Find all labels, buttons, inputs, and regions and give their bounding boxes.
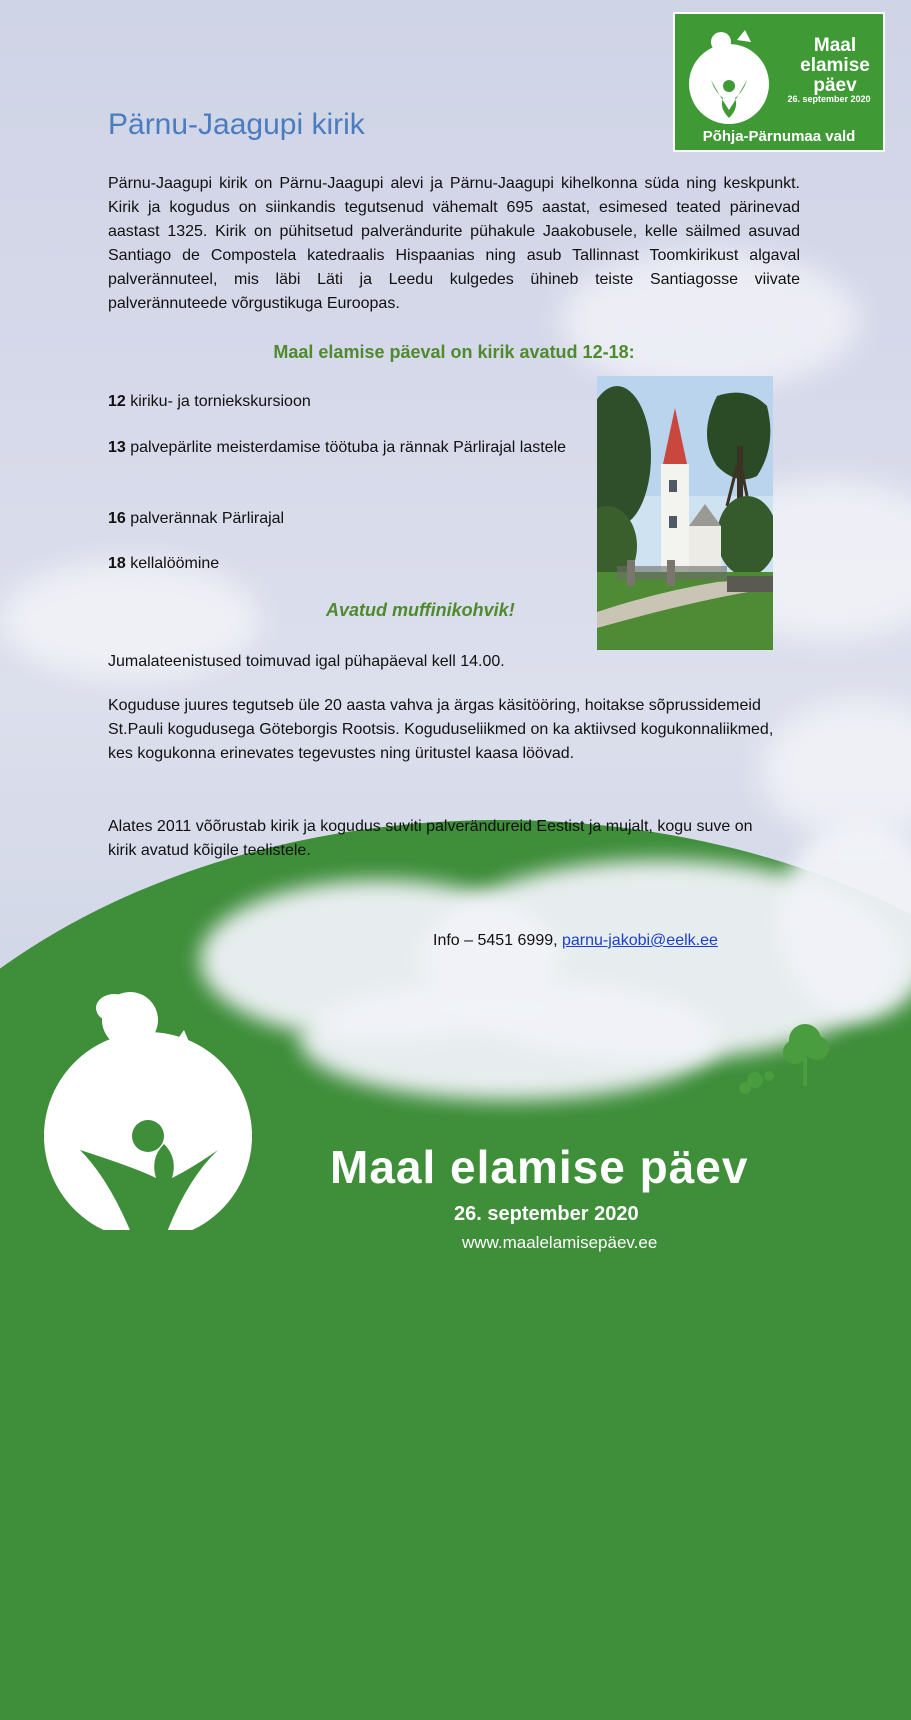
logo-figure-icon: [681, 20, 791, 130]
logo-figure-icon: [40, 990, 270, 1230]
contact-info: [433, 932, 718, 950]
schedule-text: kellalöömine: [125, 555, 220, 572]
schedule-time: 16: [108, 510, 126, 527]
opening-hours-heading: Maal elamise päeval on kirik avatud 12-18:: [273, 342, 635, 362]
schedule-time: 18: [108, 555, 126, 572]
cloud: [300, 980, 720, 1100]
schedule-item: [108, 507, 588, 531]
pilgrims-paragraph: Alates 2011 võõrustab kirik ja kogudus suviti palverändureid Eestist ja mujalt, kogu suve on kirik avatud kõigile teelistele.: [108, 818, 753, 859]
schedule-text: palvepärlite meisterdamise töötuba ja rännak Pärlirajal lastele: [125, 439, 567, 456]
page-title: Pärnu-Jaagupi kirik: [108, 108, 365, 141]
schedule-text: kiriku- ja torniekskursioon: [125, 393, 311, 410]
footer-url: www.maalelamisepäev.ee: [462, 1233, 658, 1252]
church-photo: [597, 376, 773, 650]
schedule-time: 13: [108, 439, 126, 456]
schedule-item: [108, 552, 588, 576]
congregation-paragraph: Koguduse juures tegutseb üle 20 aasta vahva ja ärgas käsitööring, hoitakse sõprussidemeid St.Pauli kogudusega Göteborgis Rootsis. Koguduseliikmed on ka aktiivsed kogukonnaliikmed, kes kogukonna erinevates tegevustes ning üritustel kaasa löövad.: [108, 697, 774, 762]
schedule-item: [108, 390, 588, 414]
tree-icon: [735, 1020, 835, 1100]
intro-paragraph: Pärnu-Jaagupi kirik on Pärnu-Jaagupi alevi ja Pärnu-Jaagupi kihelkonna süda ning keskpunkt. Kirik ja kogudus on siinkandis tegutsenud vähemalt 695 aastat, esimesed teated pärinevad aastast 1325. Kirik on pühitsetud palverändurite pühakule Jaakobusele, kelle säilmed asuvad Santiago de Compostela katedraalis Hispaanias ning asub Tallinnast Toomkirikust algaval palverännuteel, mis läbi Läti ja Leedu kulgedes ühineb teiste Santiagosse viivate palverännuteede võrgustikuga Euroopas.: [108, 175, 800, 312]
services-text: Jumalateenistused toimuvad igal pühapäeval kell 14.00.: [108, 653, 505, 670]
event-logo: [673, 12, 885, 152]
footer-title: Maal elamise päev: [330, 1141, 749, 1193]
schedule-item: [108, 436, 588, 460]
schedule-time: 12: [108, 393, 126, 410]
schedule-text: palverännak Pärlirajal: [125, 510, 285, 527]
logo-text: Maal elamise päev: [800, 35, 870, 96]
contact-phone: Info – 5451 6999,: [433, 932, 562, 949]
cloud: [760, 700, 911, 840]
email-link[interactable]: parnu-jakobi@eelk.ee: [562, 932, 718, 949]
cafe-announcement: Avatud muffinikohvik!: [326, 600, 515, 620]
logo-date: 26. september 2020: [787, 94, 871, 104]
logo-region: Põhja-Pärnumaa vald: [702, 128, 856, 145]
footer-date: 26. september 2020: [454, 1203, 639, 1225]
